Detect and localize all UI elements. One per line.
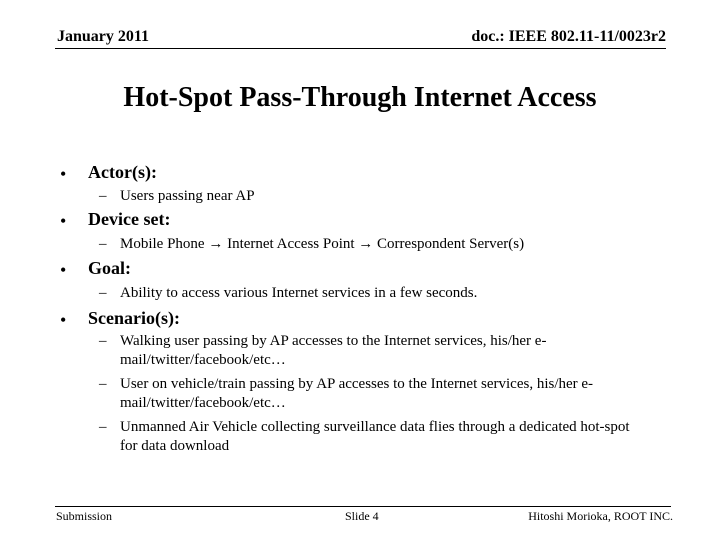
dash: –: [99, 236, 107, 252]
section-item-text: Unmanned Air Vehicle collecting surveillance data flies through a dedicated hot-spot for data download: [120, 419, 630, 454]
section-label: Device set:: [88, 209, 171, 229]
bullet: •: [60, 310, 67, 330]
bullet: •: [60, 211, 67, 231]
footer-submission: Submission: [56, 509, 113, 523]
section-label: Actor(s):: [88, 162, 157, 182]
section-item-text: Users passing near AP: [120, 188, 255, 204]
slide-title: Hot-Spot Pass-Through Internet Access: [123, 82, 597, 113]
dash: –: [99, 188, 107, 204]
footer-author: Hitoshi Morioka, ROOT INC.: [528, 509, 673, 523]
header-date: January 2011: [57, 28, 150, 45]
dash: –: [99, 419, 107, 435]
header-doc-id: doc.: IEEE 802.11-11/0023r2: [471, 28, 666, 45]
dash: –: [99, 333, 107, 349]
section-label: Scenario(s):: [88, 308, 180, 328]
dash: –: [99, 285, 107, 301]
dash: –: [99, 376, 107, 392]
section-item-text: Mobile Phone → Internet Access Point → Correspondent Server(s): [120, 236, 525, 252]
footer-rule: [55, 506, 671, 507]
header-rule: [55, 48, 666, 49]
section-label: Goal:: [88, 258, 131, 278]
section-item-text: Ability to access various Internet services in a few seconds.: [120, 285, 478, 301]
section-item-text: User on vehicle/train passing by AP accesses to the Internet services, his/her e-mail/twitter/facebook/etc…: [120, 376, 594, 411]
section-item-text: Walking user passing by AP accesses to the Internet services, his/her e-mail/twitter/facebook/etc…: [120, 333, 547, 368]
bullet: •: [60, 260, 67, 280]
bullet: •: [60, 164, 67, 184]
footer-slide-number: Slide 4: [345, 509, 379, 523]
